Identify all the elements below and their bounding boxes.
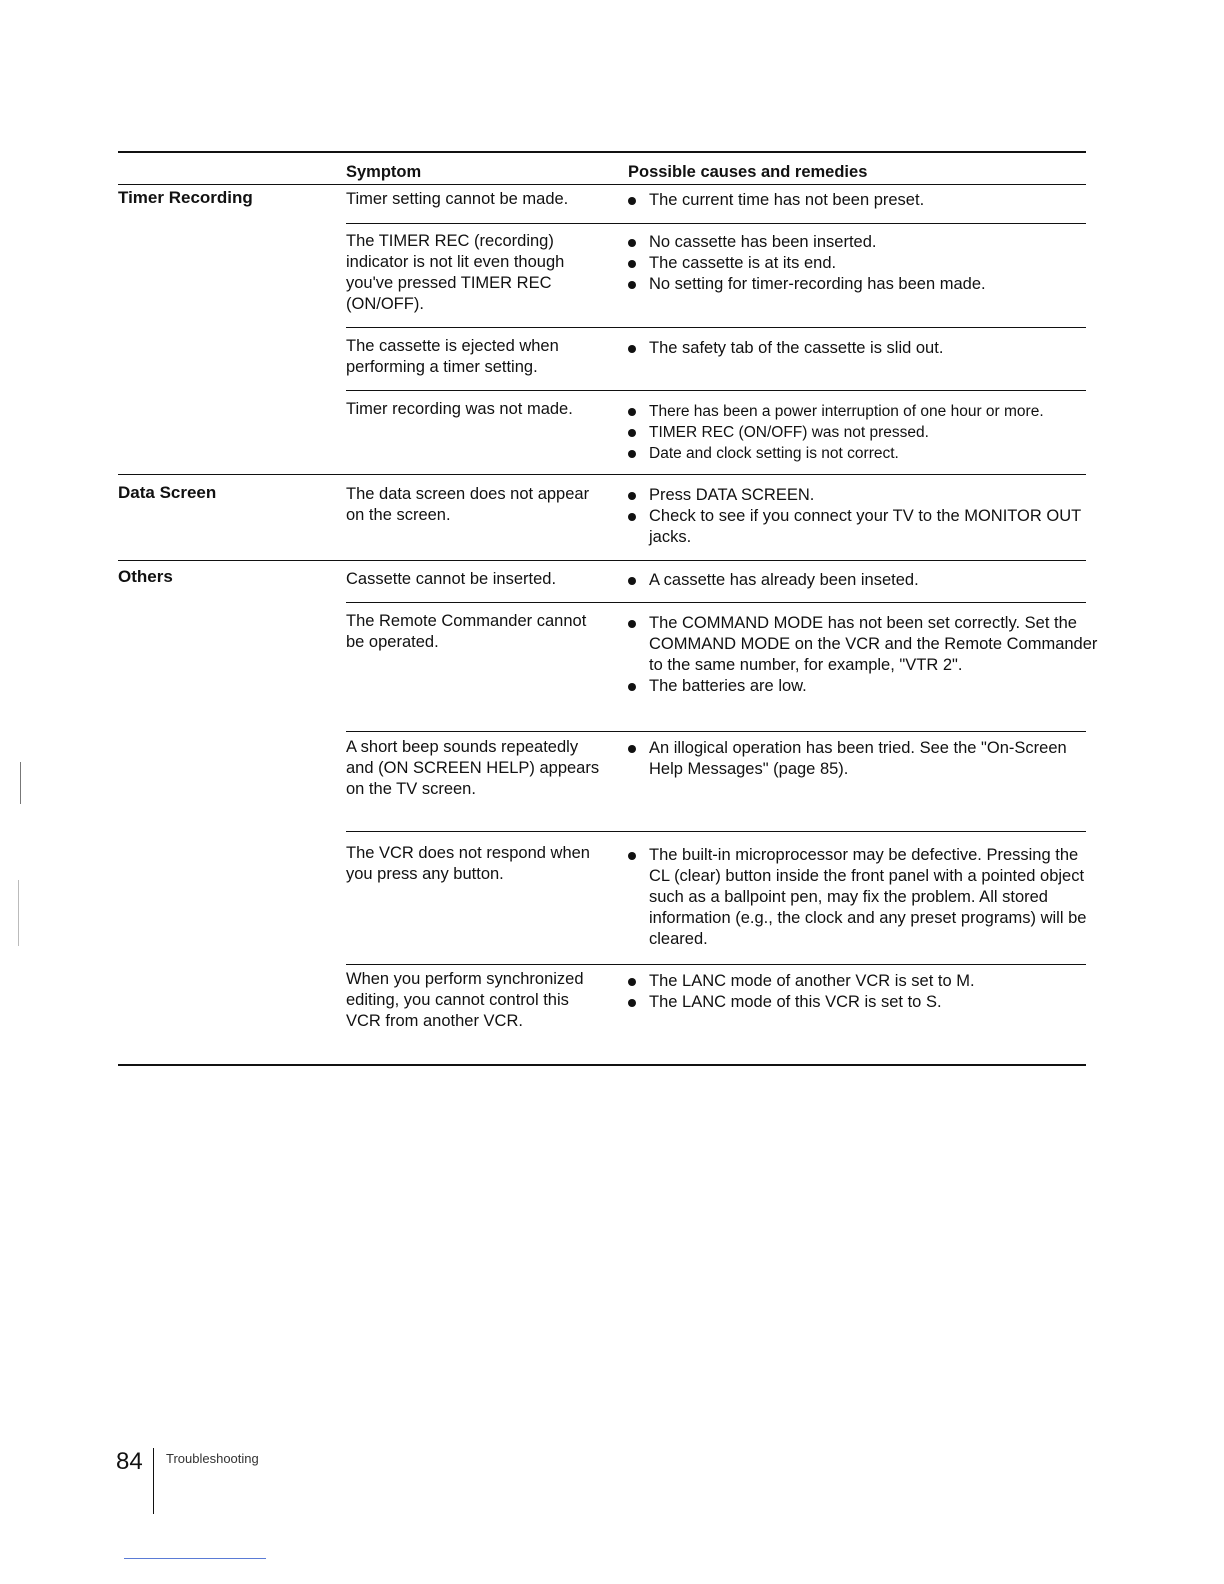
- symptom-cell: The Remote Commander cannot be operated.: [346, 612, 587, 651]
- remedies-list: [628, 613, 1098, 697]
- remedy-item: There has been a power interruption of one hour or more.: [628, 401, 1098, 422]
- footer-section-label: Troubleshooting: [166, 1451, 259, 1466]
- row-divider: [346, 223, 1086, 224]
- symptom-cell: When you perform synchronized editing, you cannot control this VCR from another VCR.: [346, 970, 584, 1030]
- section-divider: [118, 560, 1086, 561]
- table-top-rule: [118, 151, 1086, 153]
- remedies-list: [628, 338, 1098, 359]
- symptom-cell: The TIMER REC (recording) indicator is not lit even though you've pressed TIMER REC (ON/OFF).: [346, 232, 565, 313]
- remedies-list: [628, 845, 1088, 950]
- row-divider: [346, 327, 1086, 328]
- margin-scan-mark: [20, 762, 21, 804]
- header-rule: [118, 184, 1086, 185]
- remedy-item: The batteries are low.: [628, 676, 1098, 697]
- remedy-item: No setting for timer-recording has been made.: [628, 274, 1098, 295]
- remedy-item: Check to see if you connect your TV to the MONITOR OUT jacks.: [628, 506, 1098, 548]
- remedies-list: [628, 570, 1098, 591]
- remedy-item: The cassette is at its end.: [628, 253, 1098, 274]
- remedies-list: [628, 190, 1098, 211]
- row-divider: [346, 731, 1086, 732]
- remedy-item: The current time has not been preset.: [628, 190, 1098, 211]
- symptom-cell: Timer setting cannot be made.: [346, 190, 569, 208]
- row-divider: [346, 964, 1086, 965]
- symptom-cell: The data screen does not appear on the screen.: [346, 485, 590, 524]
- margin-scan-mark: [18, 880, 19, 946]
- symptom-cell: A short beep sounds repeatedly and (ON SCREEN HELP) appears on the TV screen.: [346, 738, 600, 798]
- remedy-item: The LANC mode of another VCR is set to M.: [628, 971, 1098, 992]
- remedies-list: [628, 401, 1098, 464]
- symptom-cell: The VCR does not respond when you press any button.: [346, 844, 590, 883]
- category-timer-recording: Timer Recording: [118, 188, 253, 207]
- footer-divider: [153, 1448, 154, 1514]
- row-divider: [346, 831, 1086, 832]
- symptom-cell: The cassette is ejected when performing a timer setting.: [346, 337, 559, 376]
- remedies-list: [628, 485, 1098, 548]
- remedy-item: The COMMAND MODE has not been set correctly. Set the COMMAND MODE on the VCR and the Remote Commander to the same number, for example, "VTR 2".: [628, 613, 1098, 676]
- remedy-item: The safety tab of the cassette is slid out.: [628, 338, 1098, 359]
- category-data-screen: Data Screen: [118, 483, 217, 502]
- bottom-accent-line: [124, 1558, 266, 1559]
- row-divider: [346, 602, 1086, 603]
- remedy-item: TIMER REC (ON/OFF) was not pressed.: [628, 422, 1098, 443]
- symptom-column-header: Symptom: [346, 163, 422, 181]
- remedies-list: [628, 232, 1098, 295]
- remedy-item: Date and clock setting is not correct.: [628, 443, 1098, 464]
- symptom-cell: Timer recording was not made.: [346, 400, 573, 418]
- category-others: Others: [118, 567, 173, 586]
- remedy-item: The built-in microprocessor may be defective. Pressing the CL (clear) button inside the front panel with a pointed object such as a ballpoint pen, may fix the problem. All stored information (e.g., the clock and any preset programs) will be cleared.: [628, 845, 1088, 950]
- remedy-item: A cassette has already been inseted.: [628, 570, 1098, 591]
- remedy-item: The LANC mode of this VCR is set to S.: [628, 992, 1098, 1013]
- remedies-list: [628, 971, 1098, 1013]
- remedies-list: [628, 738, 1068, 780]
- table-bottom-rule: [118, 1064, 1086, 1066]
- remedy-item: No cassette has been inserted.: [628, 232, 1098, 253]
- remedies-column-header: Possible causes and remedies: [628, 163, 868, 181]
- row-divider: [346, 390, 1086, 391]
- remedy-item: Press DATA SCREEN.: [628, 485, 1098, 506]
- page-number: 84: [116, 1448, 143, 1475]
- symptom-cell: Cassette cannot be inserted.: [346, 570, 557, 588]
- section-divider: [118, 474, 1086, 475]
- remedy-item: An illogical operation has been tried. See the "On-Screen Help Messages" (page 85).: [628, 738, 1068, 780]
